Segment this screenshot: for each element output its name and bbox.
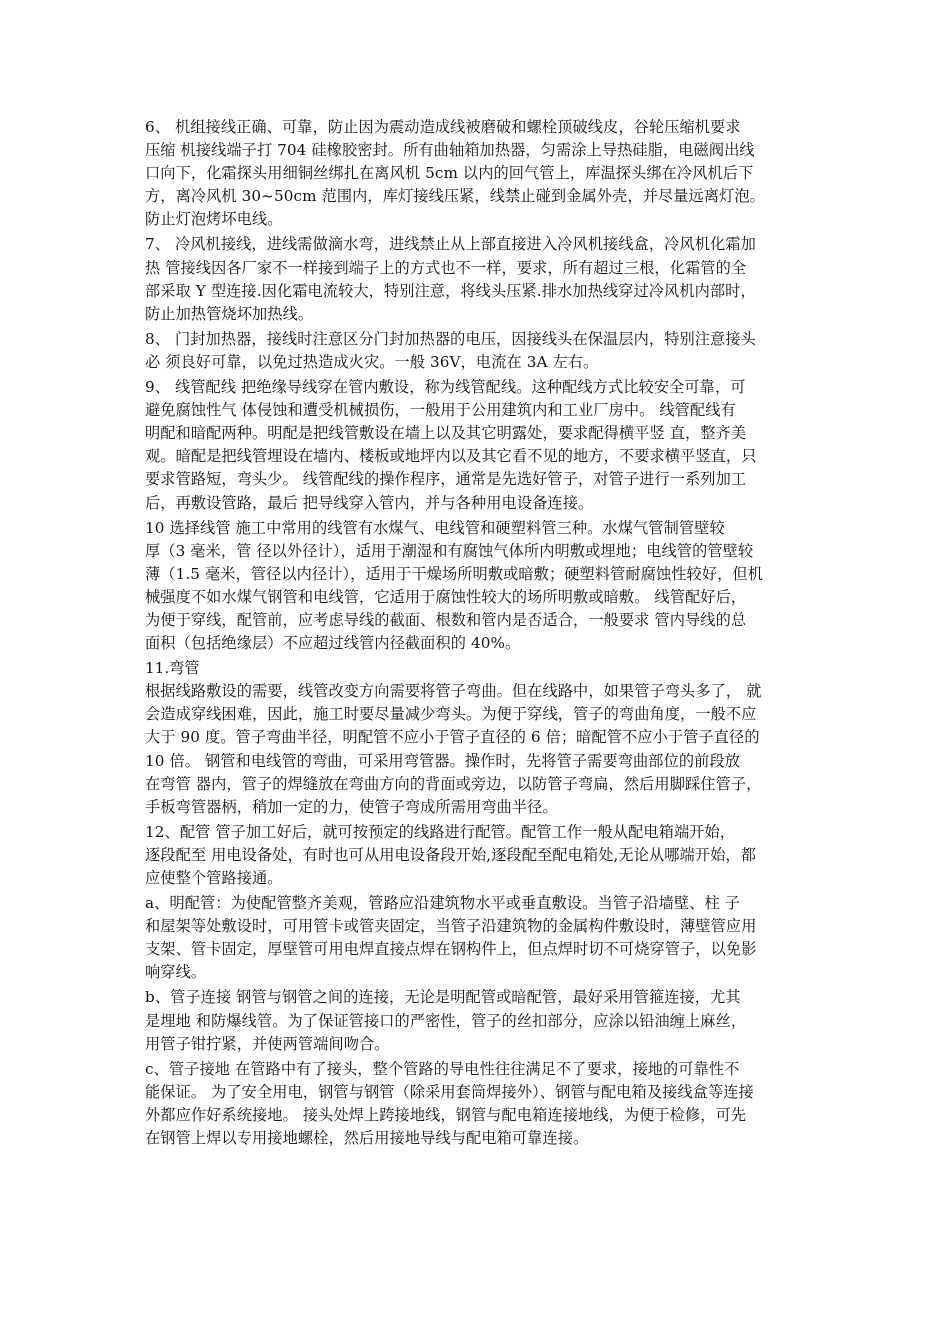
text-line: 要求管路短，弯头少。 线管配线的操作程序，通常是先选好管子，对管子进行一系列加工 <box>145 470 747 489</box>
text-line: 薄（1.5 毫米，管径以内径计），适用于干燥场所明敷或暗敷；硬塑料管耐腐蚀性较好，但机 <box>145 564 763 583</box>
paragraph-7 <box>145 233 809 325</box>
text-line: 后，再敷设管路，最后 把导线穿入管内，并与各种用电设备连接。 <box>145 493 594 512</box>
text-line: 和屋架等处敷设时，可用管卡或管夹固定，当管子沿建筑物的金属构件敷设时，薄壁管应用 <box>145 917 757 936</box>
text-line: 厚（3 毫米，管 径以外径计），适用于潮湿和有腐蚀气体所内明敷或埋地；电线管的管壁较 <box>145 541 754 560</box>
text-line: 面积（包括绝缘层）不应超过线管内径截面积的 40%。 <box>145 634 521 653</box>
text-line: 会造成穿线困难，因此，施工时要尽量减少弯头。为便于穿线，管子的弯曲角度，一般不应 <box>145 705 757 724</box>
text-line: 大于 90 度。管子弯曲半径，明配管不应小于管子直径的 6 倍；暗配管不应小于管子直径的 <box>145 728 760 747</box>
paragraph-9 <box>145 376 809 515</box>
text-line: 能保证。 为了安全用电，钢管与钢管（除采用套筒焊接外）、钢管与配电箱及接线盒等连接 <box>145 1082 754 1101</box>
text-line: 6、 机组接线正确、可靠，防止因为震动造成线被磨破和螺栓顶破线皮，谷轮压缩机要求 <box>145 118 741 136</box>
text-line: 口向下，化霜探头用细铜丝绑扎在离风机 5cm 以内的回气管上，库温探头绑在冷风机后下 <box>145 164 754 183</box>
text-line: 热 管接线因各厂家不一样接到端子上的方式也不一样，要求，所有超过三根，化霜管的全 <box>145 258 747 277</box>
text-line: 必 须良好可靠，以免过热造成火灾。一般 36V，电流在 3A 左右。 <box>145 352 599 371</box>
paragraph-10 <box>145 517 809 656</box>
text-line: 应使整个管路接通。 <box>145 869 283 887</box>
text-line: 7、 冷风机接线，进线需做滴水弯，进线禁止从上部直接进入冷风机接线盒，冷风机化霜加 <box>145 235 756 254</box>
text-line: 观。暗配是把线管埋设在墙内、楼板或地坪内以及其它看不见的地方，不要求横平竖直，只 <box>145 447 757 466</box>
text-line: b、管子连接 钢管与钢管之间的连接，无论是明配管或暗配管，最好采用管箍连接，尤其 <box>145 988 741 1007</box>
text-line: 压缩 机接线端子打 704 硅橡胶密封。所有曲轴箱加热器，匀需涂上导热硅脂，电磁阀出线 <box>145 141 755 160</box>
text-line: 12、配管 管子加工好后，就可按预定的线路进行配管。配管工作一般从配电箱端开始， <box>145 822 736 841</box>
text-line: 响穿线。 <box>145 963 207 982</box>
text-line: 部采取 Y 型连接.因化霜电流较大，特别注意，将线头压紧.排水加热线穿过冷风机内部时， <box>145 281 756 300</box>
text-line: 10 选择线管 施工中常用的线管有水煤气、电线管和硬塑料管三种。水煤气管制管壁较 <box>145 518 725 537</box>
paragraph-6 <box>145 116 809 231</box>
text-line: 在弯管 器内，管子的焊缝放在弯曲方向的背面或旁边，以防管子弯扁，然后用脚踩住管子， <box>145 774 762 793</box>
text-line: 10 倍。 钢管和电线管的弯曲，可采用弯管器。操作时，先将管子需要弯曲部位的前段放 <box>145 751 741 770</box>
text-line: 8、 门封加热器，接线时注意区分门封加热器的电压，因接线头在保温层内，特别注意接头 <box>145 329 756 348</box>
text-line: 支架、管卡固定，厚壁管可用电焊直接点焊在钢构件上，但点焊时切不可烧穿管子，以免影 <box>145 940 757 959</box>
section-heading-bending <box>145 657 809 680</box>
text-line: 根据线路敷设的需要，线管改变方向需要将管子弯曲。但在线路中，如果管子弯头多了， 就 <box>145 682 762 701</box>
text-line: 手板弯管器柄，稍加一定的力，使管子弯成所需用弯曲半径。 <box>145 797 558 816</box>
paragraph-c <box>145 1058 809 1150</box>
text-line: 9、 线管配线 把绝缘导线穿在管内敷设，称为线管配线。这种配线方式比较安全可靠，可 <box>145 378 746 397</box>
text-line: 逐段配至 用电设备处，有时也可从用电设备段开始,逐段配至配电箱处,无论从哪端开始，都 <box>145 845 756 864</box>
paragraph-b <box>145 986 809 1055</box>
text-line: a、明配管：为使配管整齐美观，管路应沿建筑物水平或垂直敷设。当管子沿墙壁、柱 子 <box>145 894 741 913</box>
text-line: 明配和暗配两种。明配是把线管敷设在墙上以及其它明露处，要求配得横平竖 直，整齐美 <box>145 424 747 443</box>
text-line: 防止加热管烧坏加热线。 <box>145 304 314 323</box>
text-line: 为便于穿线，配管前，应考虑导线的截面、根数和管内是否适合，一般要求 管内导线的总 <box>145 610 747 629</box>
text-line: 防止灯泡烤坏电线。 <box>145 210 283 229</box>
text-line: 外都应作好系统接地。 接头处焊上跨接地线，钢管与配电箱连接地线，为便于检修，可先 <box>145 1105 747 1124</box>
text-line: 方，离冷风机 30~50cm 范围内，库灯接线压紧，线禁止碰到金属外壳，并尽量远离灯泡。 <box>145 187 765 206</box>
text-line: 械强度不如水煤气钢管和电线管，它适用于腐蚀性较大的场所明敷或暗敷。 线管配好后， <box>145 587 747 606</box>
text-line: 用管子钳拧紧，并使两管端间吻合。 <box>145 1034 390 1053</box>
heading-text: 11.弯管 <box>145 659 200 678</box>
paragraph-12 <box>145 821 809 890</box>
text-line: 避免腐蚀性气 体侵蚀和遭受机械损伤，一般用于公用建筑内和工业厂房中。 线管配线有 <box>145 401 736 420</box>
text-line: c、管子接地 在管路中有了接头，整个管路的导电性往往满足不了要求，接地的可靠性不 <box>145 1059 740 1078</box>
document-body <box>145 116 809 1152</box>
text-line: 是埋地 和防爆线管。为了保证管接口的严密性，管子的丝扣部分，应涂以铅油缠上麻丝， <box>145 1011 747 1030</box>
paragraph-8 <box>145 328 809 374</box>
text-line: 在钢管上焊以专用接地螺栓，然后用接地导线与配电箱可靠连接。 <box>145 1129 589 1148</box>
paragraph-11 <box>145 680 809 819</box>
paragraph-a <box>145 892 809 984</box>
